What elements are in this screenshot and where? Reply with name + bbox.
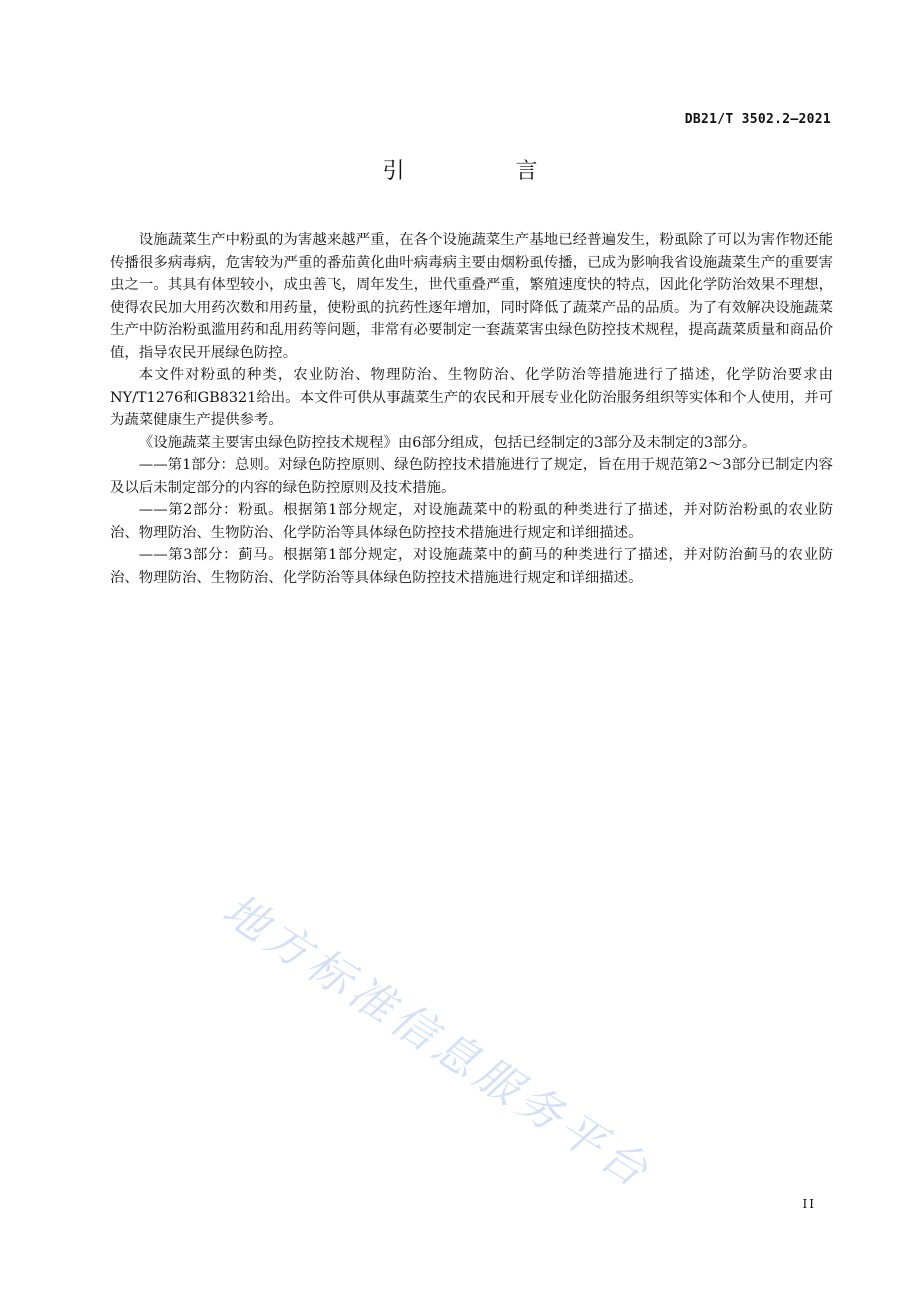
paragraph-scope: 本文件对粉虱的种类，农业防治、物理防治、生物防治、化学防治等措施进行了描述，化学防治要求由NY/T1276和GB8321给出。本文件可供从事蔬菜生产的农民和开展专业化防治服务组织等实体和个人使用，并可为蔬菜健康生产提供参考。 bbox=[110, 367, 833, 428]
page-number: II bbox=[802, 1197, 816, 1211]
paragraph-intro: 设施蔬菜生产中粉虱的为害越来越严重，在各个设施蔬菜生产基地已经普遍发生，粉虱除了可以为害作物还能传播很多病毒病，危害较为严重的番茄黄化曲叶病毒病主要由烟粉虱传播，已成为影响我省设施蔬菜生产的重要害虫之一。其具有体型较小，成虫善飞，周年发生，世代重叠严重，繁殖速度快的特点，因此化学防治效果不理想，使得农民加大用药次数和用药量，使粉虱的抗药性逐年增加，同时降低了蔬菜产品的品质。为了有效解决设施蔬菜生产中防治粉虱滥用药和乱用药等问题，非常有必要制定一套蔬菜害虫绿色防控技术规程，提高蔬菜质量和商品价值，指导农民开展绿色防控。 bbox=[110, 232, 833, 361]
body-text bbox=[110, 229, 833, 589]
watermark: 地方标准信息服务平台 bbox=[213, 884, 661, 1200]
paragraph-part-1: ——第1部分：总则。对绿色防控原则、绿色防控技术措施进行了规定，旨在用于规范第2～3部分已制定内容及以后未制定部分的内容的绿色防控原则及技术措施。 bbox=[110, 457, 833, 496]
document-code: DB21/T 3502.2—2021 bbox=[684, 112, 831, 127]
page-title: 引 言 bbox=[382, 159, 590, 184]
paragraph-part-3: ——第3部分：蓟马。根据第1部分规定，对设施蔬菜中的蓟马的种类进行了描述，并对防治蓟马的农业防治、物理防治、生物防治、化学防治等具体绿色防控技术措施进行规定和详细描述。 bbox=[110, 547, 833, 586]
paragraph-structure: 《设施蔬菜主要害虫绿色防控技术规程》由6部分组成，包括已经制定的3部分及未制定的3部分。 bbox=[138, 434, 757, 451]
paragraph-part-2: ——第2部分：粉虱。根据第1部分规定，对设施蔬菜中的粉虱的种类进行了描述，并对防治粉虱的农业防治、物理防治、生物防治、化学防治等具体绿色防控技术措施进行规定和详细描述。 bbox=[110, 502, 833, 541]
